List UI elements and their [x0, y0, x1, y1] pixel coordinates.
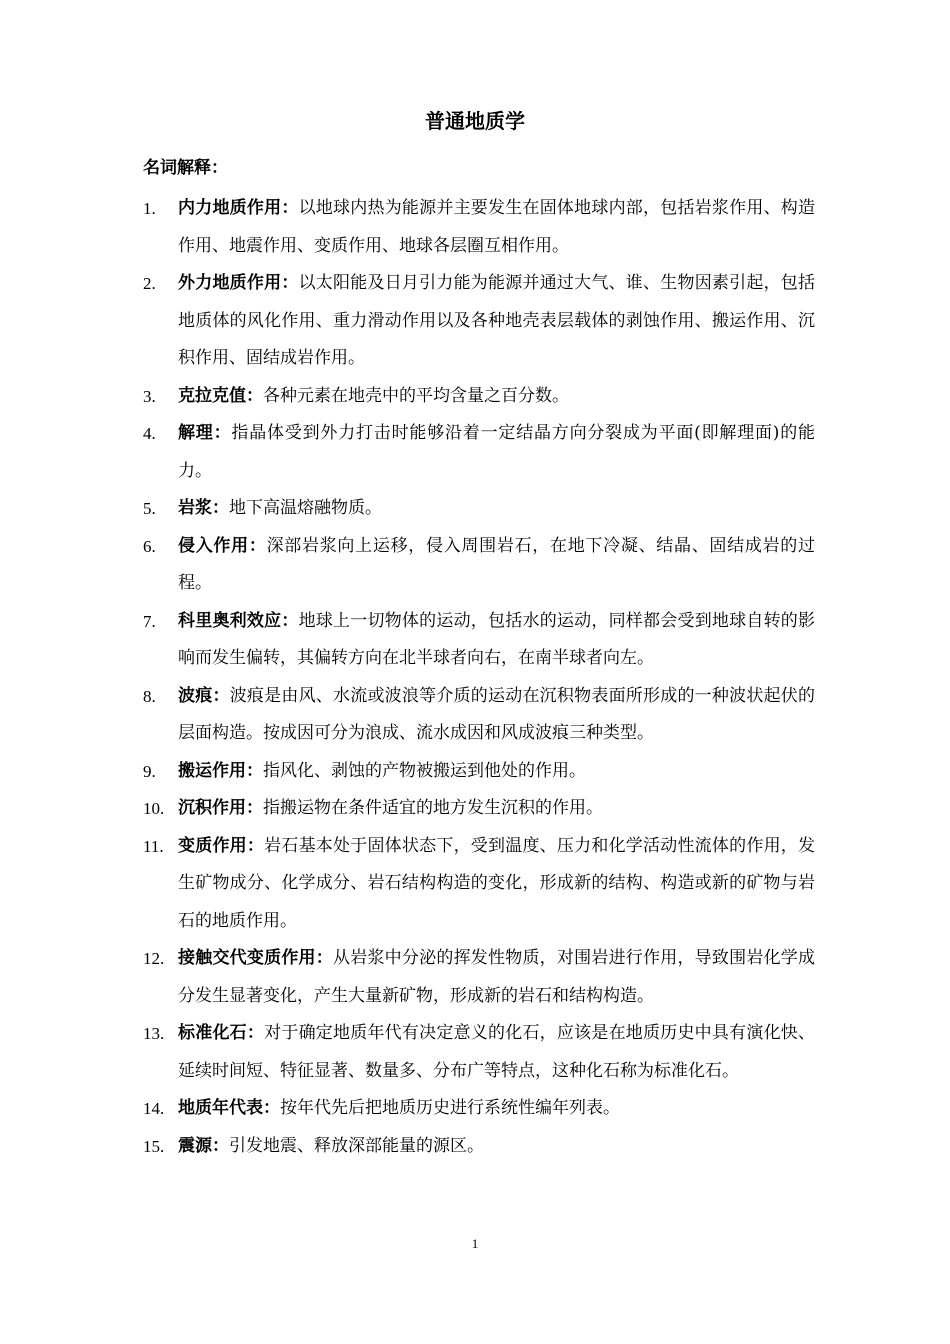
term-name: 震源 [178, 1135, 212, 1156]
list-item [143, 1128, 815, 1166]
term-list [143, 190, 815, 1165]
term-name: 外力地质作用 [178, 273, 282, 293]
term-name: 沉积作用 [178, 798, 246, 818]
list-item [143, 490, 815, 528]
term-number: 13. [143, 1024, 165, 1043]
term-name: 地质年代表 [178, 1098, 263, 1118]
list-item [143, 1015, 815, 1090]
term-separator: ： [246, 798, 263, 818]
term-definition: 引发地震、释放深部能量的源区。 [229, 1135, 484, 1156]
list-item [143, 828, 815, 941]
term-separator: ： [213, 423, 232, 443]
term-separator: ： [315, 948, 334, 968]
term-name: 标准化石 [178, 1023, 247, 1043]
term-separator: ： [263, 1098, 280, 1118]
term-separator: ： [212, 685, 230, 706]
page-title: 普通地质学 [425, 109, 525, 133]
term-separator: ： [212, 498, 229, 518]
list-item [143, 415, 815, 490]
term-separator: ： [246, 1023, 265, 1043]
term-name: 克拉克值 [178, 385, 246, 406]
list-item [143, 265, 815, 378]
term-name: 接触交代变质作用 [178, 948, 316, 968]
list-item [143, 190, 815, 265]
term-separator: ： [281, 273, 299, 293]
term-definition: 波痕是由风、水流或波浪等介质的运动在沉积物表面所形成的一种波状起伏的层面构造。按成因可分为浪成、流水成因和风成波痕三种类型。 [178, 685, 816, 743]
list-item [143, 528, 815, 603]
term-definition: 地球上一切物体的运动，包括水的运动，同样都会受到地球自转的影响而发生偏转，其偏转方向在北半球者向右，在南半球者向左。 [178, 610, 816, 668]
term-definition: 岩石基本处于固体状态下，受到温度、压力和化学活动性流体的作用，发生矿物成分、化学成分、岩石结构构造的变化，形成新的结构、构造或新的矿物与岩石的地质作用。 [178, 835, 816, 931]
term-definition: 以地球内热为能源并主要发生在固体地球内部，包括岩浆作用、构造作用、地震作用、变质作用、地球各层圈互相作用。 [178, 198, 816, 256]
term-number: 10. [143, 799, 165, 818]
term-separator: ： [212, 1135, 229, 1156]
term-definition: 深部岩浆向上运移，侵入周围岩石，在地下冷凝、结晶、固结成岩的过程。 [178, 535, 816, 593]
term-definition: 对于确定地质年代有决定意义的化石，应该是在地质历史中具有演化快、延续时间短、特征显著、数量多、分布广等特点，这种化石称为标准化石。 [178, 1023, 816, 1081]
term-separator: ： [246, 760, 263, 781]
term-name: 科里奥利效应 [178, 610, 282, 631]
section-heading: 名词解释： [143, 158, 228, 178]
term-separator: ： [246, 835, 265, 856]
term-definition: 按年代先后把地质历史进行系统性编年列表。 [280, 1098, 620, 1118]
list-item [143, 1090, 815, 1128]
term-definition: 指风化、剥蚀的产物被搬运到他处的作用。 [263, 760, 586, 781]
term-name: 解理 [178, 423, 214, 443]
list-item [143, 940, 815, 1015]
term-name: 变质作用 [178, 835, 247, 856]
term-name: 搬运作用 [178, 760, 246, 781]
term-number: 15. [143, 1136, 165, 1156]
term-name: 侵入作用 [178, 535, 249, 556]
term-number: 1. [143, 199, 156, 218]
term-number: 7. [143, 611, 156, 631]
term-number: 2. [143, 274, 156, 293]
term-number: 12. [143, 949, 165, 968]
term-number: 5. [143, 499, 156, 518]
term-definition: 指晶体受到外力打击时能够沿着一定结晶方向分裂成为平面(即解理面)的能力。 [178, 423, 816, 481]
list-item [143, 678, 815, 753]
list-item [143, 753, 815, 791]
term-definition: 指搬运物在条件适宜的地方发生沉积的作用。 [263, 798, 603, 818]
term-definition: 从岩浆中分泌的挥发性物质，对围岩进行作用，导致围岩化学成分发生显著变化，产生大量新矿物，形成新的岩石和结构构造。 [178, 948, 816, 1006]
term-definition: 各种元素在地壳中的平均含量之百分数。 [263, 385, 569, 406]
term-number: 11. [143, 836, 164, 856]
list-item [143, 790, 815, 828]
term-number: 14. [143, 1099, 165, 1118]
term-name: 岩浆 [178, 498, 212, 518]
term-separator: ： [248, 535, 267, 556]
term-definition: 地下高温熔融物质。 [229, 498, 382, 518]
term-name: 波痕 [178, 685, 213, 706]
term-number: 4. [143, 424, 156, 443]
term-number: 9. [143, 761, 156, 781]
term-number: 8. [143, 686, 156, 706]
page-number: 1 [471, 1236, 479, 1251]
term-separator: ： [281, 198, 299, 218]
list-item [143, 378, 815, 416]
term-number: 6. [143, 536, 156, 556]
term-name: 内力地质作用 [178, 198, 282, 218]
term-number: 3. [143, 386, 156, 406]
term-separator: ： [246, 385, 263, 406]
list-item [143, 603, 815, 678]
term-definition: 以太阳能及日月引力能为能源并通过大气、谁、生物因素引起，包括地质体的风化作用、重力滑动作用以及各种地壳表层载体的剥蚀作用、搬运作用、沉积作用、固结成岩作用。 [178, 273, 816, 368]
term-separator: ： [281, 610, 299, 631]
